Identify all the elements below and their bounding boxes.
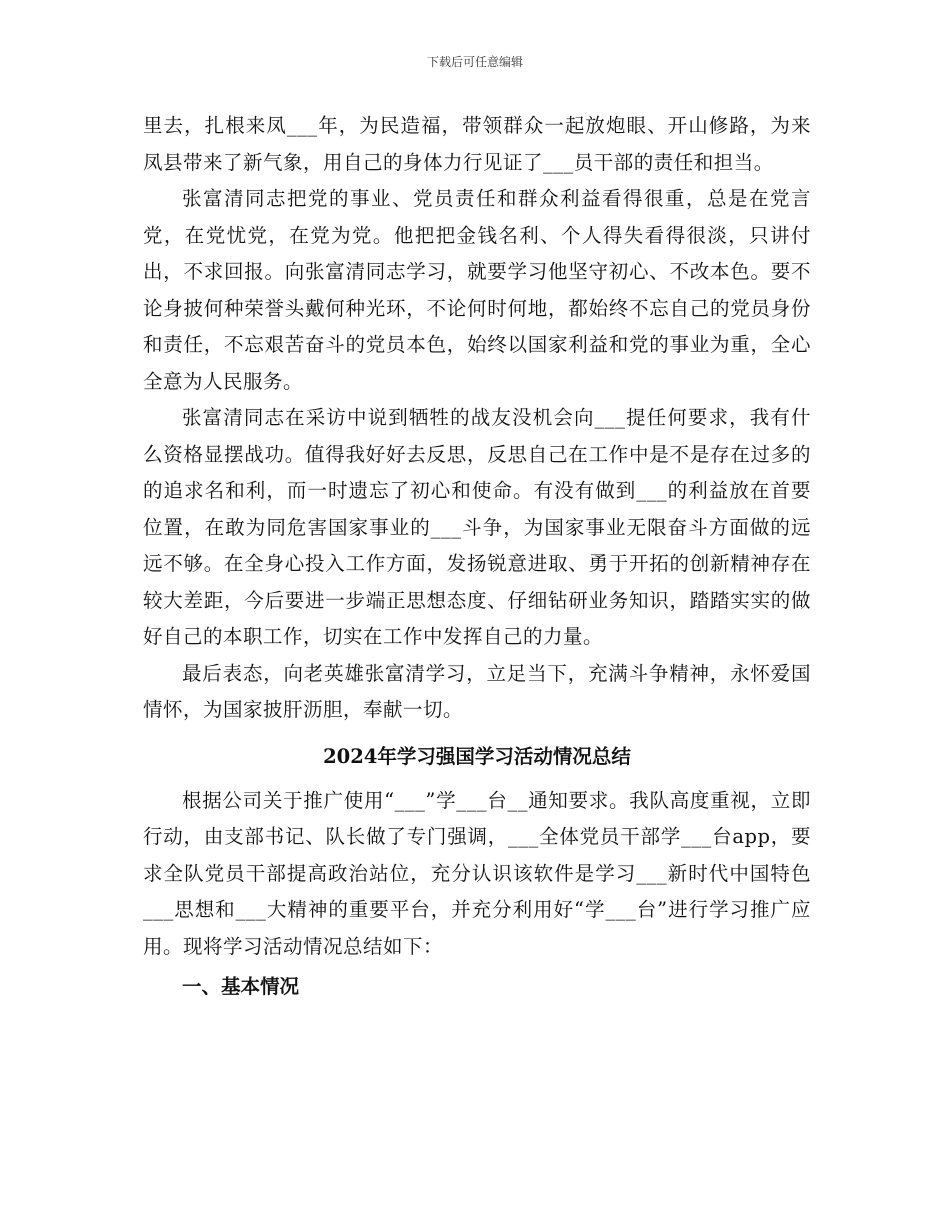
section-title: 2024年学习强国学习活动情况总结 — [323, 744, 631, 768]
subheading-basic-situation: 一、基本情况 — [182, 975, 300, 998]
paragraph-reflection: 张富清同志在采访中说到牺牲的战友没机会向___提任何要求，我有什么资格显摆战功。值得我好好去反思，反思自己在工作中是不是存在过多的的追求名和利，而一时遗忘了初心和使命。有没有做到___的利益放在首要位置，在敢为同危害国家事业的___斗争，为国家事业无限奋斗方面做的远远不够。在全身心投入工作方面，发扬锐意进取、勇于开拓的创新精神存在较大差距，今后要进一步端正思想态度、仔细钻研业务知识，踏踏实实的做好自己的本职工作，切实在工作中发挥自己的力量。 — [143, 406, 811, 648]
document-body — [143, 108, 811, 1009]
paragraph-pledge: 最后表态，向老英雄张富清学习，立足当下，充满斗争精神，永怀爱国情怀，为国家披肝沥胆，奉献一切。 — [143, 661, 811, 721]
page-header: 下载后可任意编辑 — [426, 55, 523, 69]
paragraph-intro: 根据公司关于推广使用“___”学___台__通知要求。我队高度重视，立即行动，由支部书记、队长做了专门强调，___全体党员干部学___台app，要求全队党员干部提高政治站位，充分认识该软件是学习___新时代中国特色___思想和___大精神的重要平台，并充分利用好“学___台”进行学习推广应用。现将学习活动情况总结如下： — [143, 788, 811, 958]
paragraph-party-cause: 张富清同志把党的事业、党员责任和群众利益看得很重，总是在党言党，在党忧党，在党为党。他把把金钱名利、个人得失看得很淡，只讲付出，不求回报。向张富清同志学习，就要学习他坚守初心、不改本色。要不论身披何种荣誉头戴何种光环，不论何时何地，都始终不忘自己的党员身份和责任，不忘艰苦奋斗的党员本色，始终以国家利益和党的事业为重，全心全意为人民服务。 — [143, 187, 811, 393]
paragraph-continuation: 里去，扎根来凤___年，为民造福，带领群众一起放炮眼、开山修路，为来凤县带来了新气象，用自己的身体力行见证了___员干部的责任和担当。 — [143, 114, 811, 174]
